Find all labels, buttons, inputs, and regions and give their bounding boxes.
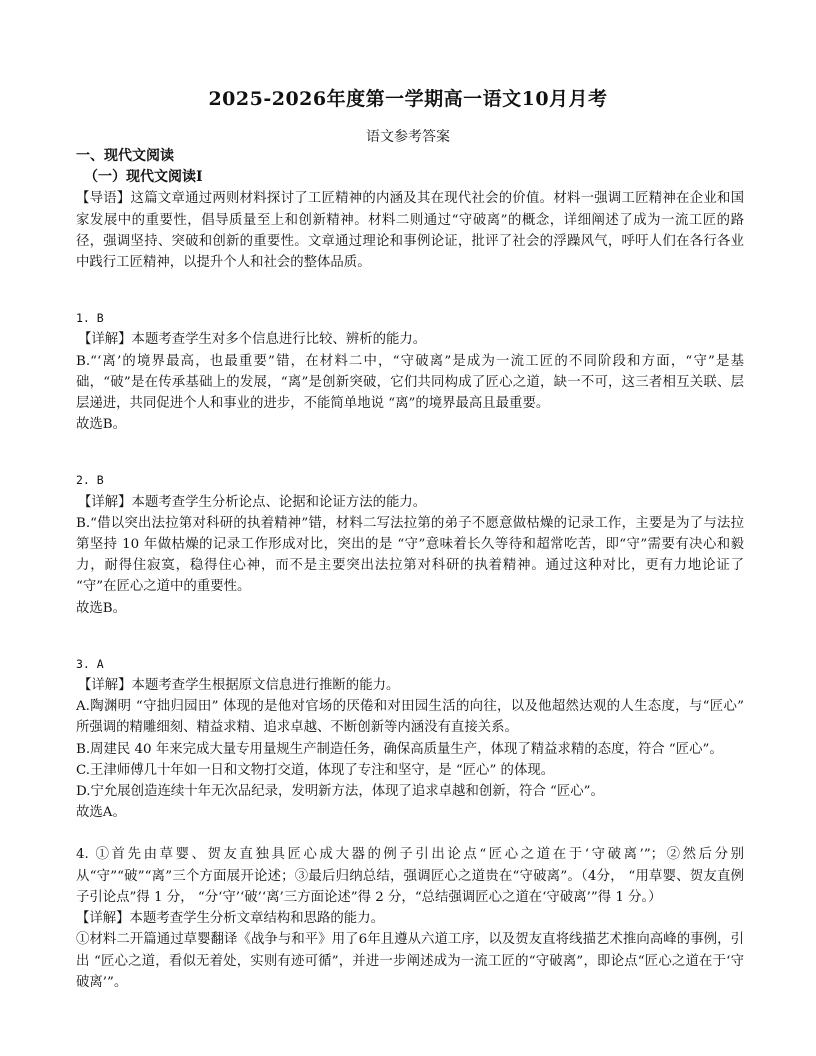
spacer: [76, 273, 744, 294]
page-subtitle: 语文参考答案: [366, 129, 450, 145]
q2-conclusion: 故选B。: [76, 600, 127, 616]
q2-body: B.“借以突出法拉第对科研的执着精神”错，材料二写法拉第的弟子不愿意做枯燥的记录工作，主要是为了与法拉第坚持 10 年做枯燥的记录工作形成对比，突出的是 “守”意味着长久等待和超常吃苦，即“守”需要有决心和毅力，耐得住寂寞，稳得住心神，而不是主要突出法拉第对科研的执着精神。通过这种对比，更有力地论证了 “守”在匠心之道中的重要性。: [76, 515, 744, 595]
guide-paragraph: 【导语】这篇文章通过两则材料探讨了工匠精神的内涵及其在现代社会的价值。材料一强调工匠精神在企业和国家发展中的重要性，倡导质量至上和创新精神。材料二则通过“守破离”的概念，详细阐述了成为一流工匠的路径，强调坚持、突破和创新的重要性。文章通过理论和事例论证，批评了社会的浮躁风气，呼吁人们在各行各业中践行工匠精神，以提升个人和社会的整体品质。: [76, 191, 744, 271]
q3-option-a: A.陶渊明 “守拙归园田” 体现的是他对官场的厌倦和对田园生活的向往，以及他超然达观的人生态度，与“匠心” 所强调的精雕细刻、精益求精、追求卓越、不断创新等内涵没有直接关系。: [76, 699, 744, 736]
spacer: [76, 823, 744, 844]
q1-detail: 【详解】本题考查学生对多个信息进行比较、辨析的能力。: [78, 332, 427, 348]
q2-detail: 【详解】本题考查学生分析论点、论据和论证方法的能力。: [78, 494, 427, 510]
section-subheading: （一）现代文阅读Ⅰ: [84, 169, 203, 186]
section-heading: 一、现代文阅读: [76, 148, 174, 164]
q1-number: 1. B: [76, 311, 104, 326]
q3-option-d: D.宁允展创造连续十年无次品纪录，发明新方法，体现了追求卓越和创新，符合 “匠心”。: [76, 784, 604, 800]
spacer: [76, 640, 744, 654]
spacer: [76, 456, 744, 470]
q1-conclusion: 故选B。: [76, 417, 127, 433]
q3-option-b: B.周建民 40 年来完成大量专用量规生产制造任务，确保高质量生产，体现了精益求精的态度，符合 “匠心”。: [76, 741, 723, 757]
q3-conclusion: 故选A。: [76, 805, 126, 821]
spacer: [76, 435, 744, 456]
q4-answer: 4. ①首先由草婴、贺友直独具匠心成大器的例子引出论点“匠心之道在于‘守破离’”；②然后分别从“守”“破”“离”三个方面展开论述；③最后归纳总结，强调匠心之道贵在“守破离”。（4分， “用草婴、贺友直例子引论点”得 1 分， “分‘守’‘破’‘离’三方面论述”得 2 分，“总结强调匠心之道在‘守破离’”得 1 分。）: [76, 847, 744, 905]
page-title: 2025-2026年度第一学期高一语文10月月考: [208, 88, 608, 110]
q3-option-c: C.王津师傅几十年如一日和文物打交道，体现了专注和坚守，是 “匠心” 的体现。: [76, 762, 555, 778]
spacer: [76, 619, 744, 640]
answer-content: [76, 146, 744, 993]
q3-number: 3. A: [76, 656, 104, 671]
q4-body: ①材料二开篇通过草婴翻译《战争与和平》用了6年且遵从六道工序，以及贺友直将线描艺术推向高峰的事例，引出 “匠心之道，看似无着处，实则有迹可循”，并进一步阐述成为一流工匠的“守破离”，即论点“匠心之道在于‘守破离’”。: [76, 932, 744, 990]
spacer: [76, 294, 744, 308]
q4-detail: 【详解】本题考查学生分析文章结构和思路的能力。: [76, 911, 384, 927]
q3-detail: 【详解】本题考查学生根据原文信息进行推断的能力。: [78, 678, 400, 694]
q2-number: 2. B: [76, 473, 104, 488]
q1-body: B.“‘离’的境界最高，也最重要”错，在材料二中，“守破离”是成为一流工匠的不同阶段和方面，“守”是基础，“破”是在传承基础上的发展，“离”是创新突破，它们共同构成了匠心之道，缺一不可，这三者相互关联、层层递进，共同促进个人和事业的进步，不能简单地说 “离”的境界最高且最重要。: [76, 353, 744, 412]
